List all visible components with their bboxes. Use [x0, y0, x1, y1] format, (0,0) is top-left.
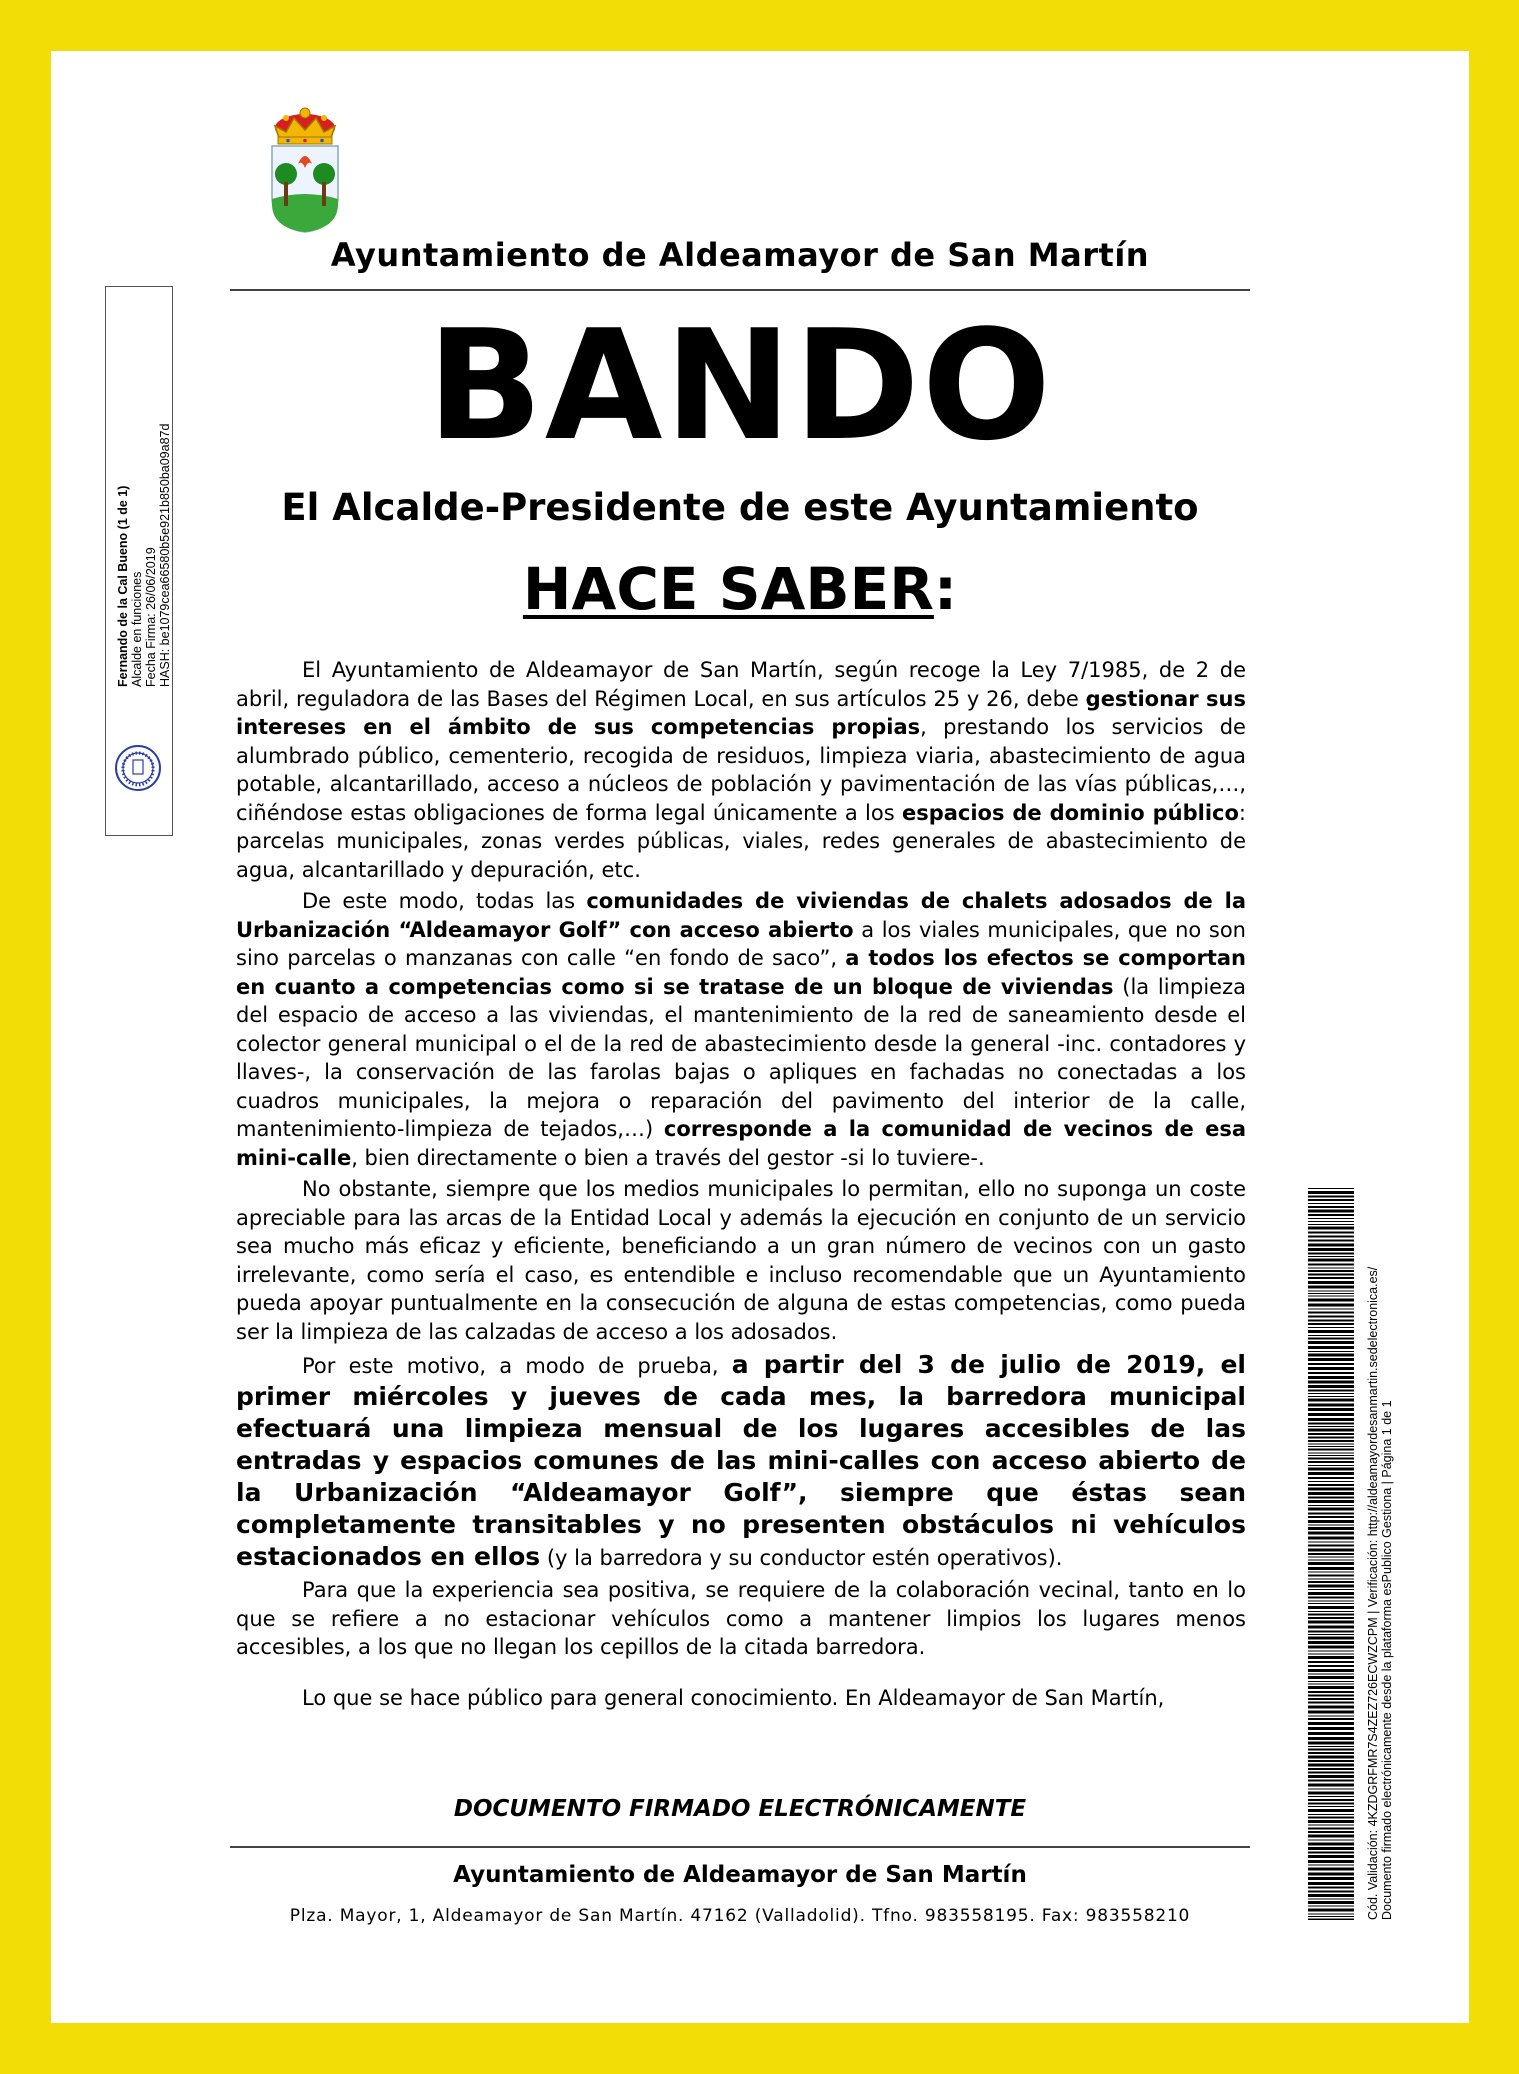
barcode-bar	[1308, 1218, 1354, 1219]
barcode-bar	[1308, 1803, 1354, 1805]
barcode-bar	[1308, 1316, 1354, 1318]
barcode-bar	[1308, 1809, 1354, 1812]
barcode-bar	[1308, 1611, 1354, 1612]
barcode-bar	[1308, 1601, 1354, 1602]
barcode-bar	[1308, 1752, 1354, 1754]
barcode-bar	[1308, 1286, 1354, 1289]
barcode-bar	[1308, 1484, 1354, 1486]
barcode-bar	[1308, 1553, 1354, 1555]
barcode-bar	[1308, 1557, 1354, 1558]
barcode-bar	[1308, 1669, 1354, 1672]
barcode-bar	[1308, 1527, 1354, 1530]
barcode-bar	[1308, 1814, 1354, 1815]
signer-name: Fernando de la Cal Bueno (1 de 1)	[116, 485, 130, 687]
barcode-bar	[1308, 1396, 1354, 1397]
barcode-bar	[1308, 1764, 1354, 1767]
barcode-bar	[1308, 1691, 1354, 1693]
barcode-bar	[1308, 1335, 1354, 1336]
barcode-bar	[1308, 1784, 1354, 1787]
notice-body	[236, 656, 1246, 1715]
footer-divider	[230, 1846, 1250, 1848]
barcode-bar	[1308, 1681, 1354, 1682]
barcode-bar	[1308, 1737, 1354, 1740]
barcode-bar	[1308, 1453, 1354, 1454]
barcode-bar	[1308, 1891, 1354, 1893]
hace-saber-heading	[230, 552, 1250, 626]
barcode-bar	[1308, 1259, 1354, 1262]
paragraph-2: De este modo, todas las comunidades de viviendas de chalets adosados de la Urbanización “Aldeamayor Golf” con acceso abierto a los viales municipales, que no son sino parcelas o manzanas con calle “en fondo de saco”, a todos los efectos se comportan en cuanto a competencias como si se tratase de un bloque de viviendas (la limpieza del espacio de acceso a las viviendas, el mantenimiento de la red de saneamiento desde el colector general municipal o el de la red de abastecimiento desde la general -inc. contadores y llaves-, la conservación de las farolas bajas o apliques en fachadas no conectadas a los cuadros municipales, la mejora o reparación del pavimento del interior de la calle, mantenimiento-limpieza de tejados,…) corresponde a la comunidad de vecinos de esa mini-calle, bien directamente o bien a través del gestor -si lo tuviere-.	[236, 889, 1246, 1170]
barcode-bar	[1308, 1240, 1354, 1242]
barcode-bar	[1308, 1418, 1354, 1421]
paragraph-4: Por este motivo, a modo de prueba, a partir del 3 de julio de 2019, el primer miércoles y jueves de cada mes, la barredora municipal efectuará una limpieza mensual de los lugares accesibles de las entradas y espacios comunes de las mini-calles con acceso abierto de la Urbanización “Aldeamayor Golf”, siempre que éstas sean completamente transitables y no presenten obstáculos ni vehículos estacionados en ellos (y la barredora y su conductor estén operativos).	[236, 1350, 1246, 1571]
municipal-crest-logo	[264, 104, 346, 234]
paragraph-3: No obstante, siempre que los medios municipales lo permitan, ello no suponga un coste apreciable para las arcas de la Entidad Local y además la ejecución en conjunto de un servicio sea mucho más eficaz y eficiente, beneficiando a un gran número de vecinos con un gasto irrelevante, como sería el caso, es entendible e incluso recomendable que un Ayuntamiento pueda apoyar puntualmente en la consecución de alguna de estas competencias, como pueda ser la limpieza de las calzadas de acceso a los adosados.	[236, 1177, 1246, 1344]
barcode-bar	[1308, 1617, 1354, 1619]
barcode-bar	[1308, 1264, 1354, 1266]
barcode-bar	[1308, 1338, 1354, 1340]
barcode-bar	[1308, 1505, 1354, 1506]
barcode-bar	[1308, 1919, 1354, 1921]
barcode-bar	[1308, 1631, 1354, 1633]
barcode-bar	[1308, 1351, 1354, 1352]
barcode-bar	[1308, 1390, 1354, 1392]
barcode-bar	[1308, 1455, 1354, 1456]
barcode-bar	[1308, 1606, 1354, 1609]
barcode-bar	[1308, 1716, 1354, 1717]
barcode-bar	[1308, 1914, 1354, 1915]
barcode-bar	[1308, 1626, 1354, 1629]
barcode-bar	[1308, 1651, 1354, 1652]
barcode-bar	[1308, 1746, 1354, 1747]
barcode-bar	[1308, 1592, 1354, 1595]
barcode-bar	[1308, 1847, 1354, 1850]
barcode-bar	[1308, 1560, 1354, 1561]
barcode-bar	[1308, 1268, 1354, 1269]
barcode-bar	[1308, 1603, 1354, 1604]
barcode-bar	[1308, 1440, 1354, 1442]
notice-subtitle: El Alcalde-Presidente de este Ayuntamiento	[281, 486, 1199, 529]
barcode-bar	[1308, 1367, 1354, 1370]
barcode-bar	[1308, 1589, 1354, 1590]
barcode-bar	[1308, 1852, 1354, 1854]
barcode-bar	[1308, 1684, 1354, 1685]
barcode-bar	[1308, 1330, 1354, 1333]
barcode-bar	[1308, 1806, 1354, 1807]
signer-role: Alcalde en funciones	[130, 571, 144, 687]
barcode-bar	[1308, 1309, 1354, 1310]
barcode-bar	[1308, 1772, 1354, 1774]
barcode-bar	[1308, 1597, 1354, 1599]
barcode-bar	[1308, 1472, 1354, 1475]
barcode-bar	[1308, 1831, 1354, 1833]
barcode-bar	[1308, 1299, 1354, 1302]
barcode-bar	[1308, 1437, 1354, 1439]
barcode-bar	[1308, 1820, 1354, 1823]
barcode-bar	[1308, 1579, 1354, 1580]
barcode-bar	[1308, 1399, 1354, 1402]
barcode-bar	[1308, 1426, 1354, 1427]
barcode-bar	[1308, 1899, 1354, 1900]
notice-heading: BANDO	[426, 297, 1054, 474]
barcode-bar	[1308, 1585, 1354, 1588]
barcode-bar	[1308, 1702, 1354, 1704]
barcode-bar	[1308, 1581, 1354, 1583]
barcode-bar	[1308, 1532, 1354, 1535]
barcode-bar	[1308, 1449, 1354, 1451]
header-divider	[230, 289, 1250, 291]
barcode-bar	[1308, 1843, 1354, 1846]
barcode-bar	[1308, 1404, 1354, 1407]
barcode-bar	[1308, 1354, 1354, 1357]
barcode-bar	[1308, 1227, 1354, 1230]
signature-hash: HASH: be1079cea66580b5e921b850ba09a87d	[158, 423, 172, 687]
barcode-bar	[1308, 1513, 1354, 1515]
barcode-bar	[1308, 1742, 1354, 1745]
barcode-bar	[1308, 1525, 1354, 1526]
barcode-bar	[1308, 1221, 1354, 1222]
barcode-bar	[1308, 1376, 1354, 1379]
barcode-bar	[1308, 1199, 1354, 1201]
barcode-bar	[1308, 1500, 1354, 1503]
seal-stamp-icon	[113, 743, 163, 793]
barcode-bar	[1308, 1256, 1354, 1257]
barcode-bar	[1308, 1621, 1354, 1624]
barcode-bar	[1308, 1408, 1354, 1411]
barcode-bar	[1308, 1293, 1354, 1294]
barcode-bar	[1308, 1732, 1354, 1735]
barcode-bar	[1308, 1614, 1354, 1616]
header-title: Ayuntamiento de Aldeamayor de San Martín	[330, 236, 1150, 274]
barcode-bar	[1308, 1567, 1354, 1570]
barcode-bar	[1308, 1825, 1354, 1826]
verification-barcode	[1308, 1188, 1354, 1920]
barcode-bar	[1308, 1695, 1354, 1697]
barcode-bar	[1308, 1458, 1354, 1460]
barcode-bar	[1308, 1210, 1354, 1213]
barcode-bar	[1308, 1646, 1354, 1649]
barcode-bar	[1308, 1248, 1354, 1251]
barcode-bar	[1308, 1341, 1354, 1344]
barcode-bar	[1308, 1236, 1354, 1238]
barcode-bar	[1308, 1393, 1354, 1394]
barcode-bar	[1308, 1727, 1354, 1730]
barcode-bar	[1308, 1906, 1354, 1907]
paragraph-1: El Ayuntamiento de Aldeamayor de San Martín, según recoge la Ley 7/1985, de 2 de abril, reguladora de las Bases del Régimen Local, en sus artículos 25 y 26, debe gestionar sus intereses en el ámbito de sus competencias propias, prestando los servicios de alumbrado público, cementerio, recogida de residuos, limpieza viaria, abastecimiento de agua potable, alcantarillado, acceso a núcleos de población y pavimentación de las vías públicas,…, ciñéndose estas obligaciones de forma legal únicamente a los espacios de dominio público: parcelas municipales, zonas verdes públicas, viales, redes generales de abastecimiento de agua, alcantarillado y depuración, etc.	[236, 658, 1246, 882]
barcode-bar	[1308, 1372, 1354, 1374]
barcode-bar	[1308, 1760, 1354, 1762]
barcode-bar	[1308, 1508, 1354, 1511]
electronic-signature-note: DOCUMENTO FIRMADO ELECTRÓNICAMENTE	[453, 1796, 1027, 1822]
barcode-bar	[1308, 1277, 1354, 1279]
barcode-bar	[1308, 1634, 1354, 1635]
barcode-bar	[1308, 1637, 1354, 1640]
barcode-bar	[1308, 1909, 1354, 1912]
barcode-bar	[1308, 1477, 1354, 1479]
footer-title: Ayuntamiento de Aldeamayor de San Martín	[453, 1862, 1027, 1888]
barcode-bar	[1308, 1206, 1354, 1208]
barcode-bar	[1308, 1481, 1354, 1482]
barcode-bar	[1308, 1711, 1354, 1714]
footer-address: Plza. Mayor, 1, Aldeamayor de San Martín. 47162 (Valladolid). Tfno. 983558195. Fax: 983558210	[289, 1906, 1191, 1926]
barcode-bar	[1308, 1468, 1354, 1471]
barcode-bar	[1308, 1860, 1354, 1863]
barcode-bar	[1308, 1203, 1354, 1204]
barcode-bar	[1308, 1461, 1354, 1463]
barcode-bar	[1308, 1575, 1354, 1577]
barcode-bar	[1308, 1224, 1354, 1225]
barcode-bar	[1308, 1444, 1354, 1445]
barcode-bar	[1308, 1497, 1354, 1499]
barcode-bar	[1308, 1358, 1354, 1361]
closing-line: Lo que se hace público para general conocimiento. En Aldeamayor de San Martín,	[302, 1685, 1165, 1710]
barcode-bar	[1308, 1562, 1354, 1565]
barcode-bar	[1308, 1281, 1354, 1284]
barcode-bar	[1308, 1916, 1354, 1917]
barcode-bar	[1308, 1873, 1354, 1876]
verification-platform: Documento firmado electrónicamente desde la plataforma esPublico Gestiona | Página 1 de 1	[1380, 1400, 1394, 1920]
barcode-bar	[1308, 1446, 1354, 1447]
barcode-bar	[1308, 1253, 1354, 1255]
barcode-bar	[1308, 1775, 1354, 1778]
barcode-bar	[1308, 1792, 1354, 1795]
barcode-bar	[1308, 1488, 1354, 1491]
barcode-bar	[1308, 1232, 1354, 1234]
barcode-bar	[1308, 1756, 1354, 1759]
barcode-bar	[1308, 1549, 1354, 1552]
barcode-bar	[1308, 1545, 1354, 1547]
barcode-bar	[1308, 1817, 1354, 1819]
verification-text	[1366, 1180, 1394, 1920]
barcode-bar	[1308, 1346, 1354, 1349]
barcode-bar	[1308, 1291, 1354, 1292]
barcode-bar	[1308, 1244, 1354, 1247]
barcode-bar	[1308, 1516, 1354, 1518]
barcode-bar	[1308, 1381, 1354, 1384]
barcode-bar	[1308, 1413, 1354, 1416]
barcode-bar	[1308, 1768, 1354, 1770]
hace-saber-text: HACE SABER	[522, 555, 934, 623]
barcode-bar	[1308, 1887, 1354, 1889]
barcode-bar	[1308, 1901, 1354, 1904]
hace-saber-colon: :	[933, 555, 958, 623]
barcode-bar	[1308, 1828, 1354, 1830]
barcode-bar	[1308, 1327, 1354, 1328]
barcode-bar	[1308, 1191, 1354, 1194]
barcode-bar	[1308, 1363, 1354, 1365]
signature-date: Fecha Firma: 26/06/2019	[144, 547, 158, 687]
barcode-bar	[1308, 1877, 1354, 1880]
barcode-bar	[1308, 1865, 1354, 1866]
barcode-bar	[1308, 1686, 1354, 1689]
barcode-bar	[1308, 1676, 1354, 1679]
barcode-bar	[1308, 1654, 1354, 1655]
barcode-bar	[1308, 1789, 1354, 1790]
barcode-bar	[1308, 1433, 1354, 1435]
barcode-bar	[1308, 1214, 1354, 1216]
barcode-bar	[1308, 1665, 1354, 1667]
verification-code: Cód. Validación: 4KZDGRFMR7S4ZEZ726ECWZCPM | Verificación: http://aldeamayordesanmartin.sedelectronica.es/	[1366, 1266, 1380, 1920]
barcode-bar	[1308, 1465, 1354, 1466]
barcode-bar	[1308, 1799, 1354, 1801]
barcode-bar	[1308, 1312, 1354, 1314]
barcode-bar	[1308, 1882, 1354, 1885]
barcode-bar	[1308, 1188, 1354, 1189]
barcode-bar	[1308, 1320, 1354, 1322]
barcode-bar	[1308, 1520, 1354, 1523]
barcode-bar	[1308, 1296, 1354, 1297]
barcode-bar	[1308, 1706, 1354, 1709]
barcode-bar	[1308, 1894, 1354, 1897]
barcode-bar	[1308, 1718, 1354, 1720]
barcode-bar	[1308, 1537, 1354, 1540]
paragraph-5: Para que la experiencia sea positiva, se requiere de la colaboración vecinal, tanto en lo que se refiere a no estacionar vehículos como a mantener limpios los lugares menos accesibles, a los que no llegan los cepillos de la citada barredora.	[236, 1578, 1246, 1659]
signature-text	[116, 287, 172, 687]
barcode-bar	[1308, 1780, 1354, 1782]
barcode-bar	[1308, 1656, 1354, 1659]
barcode-bar	[1308, 1304, 1354, 1307]
barcode-bar	[1308, 1323, 1354, 1325]
barcode-bar	[1308, 1698, 1354, 1700]
barcode-bar	[1308, 1868, 1354, 1871]
barcode-bar	[1308, 1674, 1354, 1675]
barcode-bar	[1308, 1385, 1354, 1388]
barcode-bar	[1308, 1196, 1354, 1198]
barcode-bar	[1308, 1641, 1354, 1644]
signature-box	[105, 286, 173, 836]
barcode-bar	[1308, 1542, 1354, 1543]
barcode-bar	[1308, 1749, 1354, 1751]
barcode-bar	[1308, 1270, 1354, 1272]
barcode-bar	[1308, 1274, 1354, 1276]
barcode-bar	[1308, 1572, 1354, 1573]
barcode-bar	[1308, 1492, 1354, 1495]
barcode-bar	[1308, 1722, 1354, 1725]
barcode-bar	[1308, 1840, 1354, 1841]
barcode-bar	[1308, 1835, 1354, 1838]
barcode-bar	[1308, 1423, 1354, 1425]
barcode-bar	[1308, 1855, 1354, 1858]
barcode-bar	[1308, 1661, 1354, 1663]
barcode-bar	[1308, 1429, 1354, 1432]
barcode-bar	[1308, 1796, 1354, 1797]
